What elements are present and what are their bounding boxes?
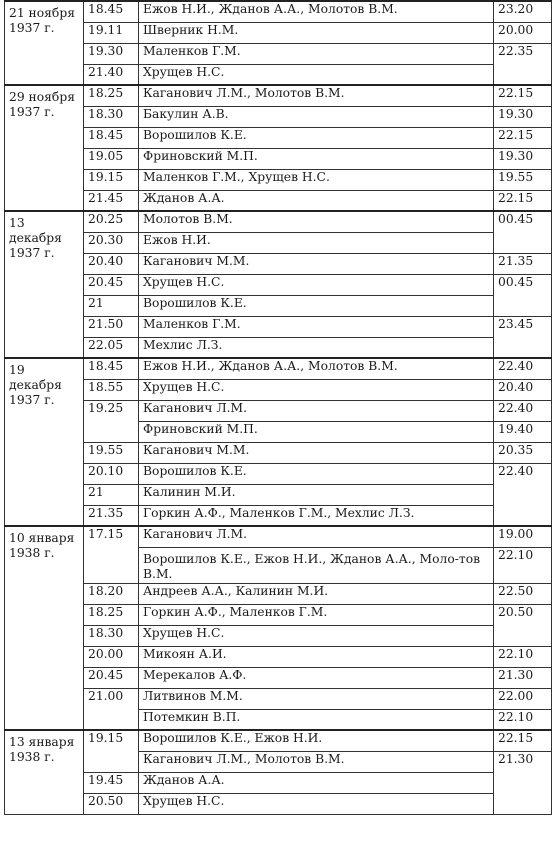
time-in-cell: 18.25	[84, 85, 139, 106]
visitor-names-cell: Ежов Н.И., Жданов А.А., Молотов В.М.	[139, 1, 494, 22]
date-cell	[5, 1, 84, 85]
table-row	[5, 232, 552, 253]
time-in-cell: 21.00	[84, 688, 139, 730]
table-row	[5, 64, 552, 85]
visitor-names-cell: Хрущев Н.С.	[139, 625, 494, 646]
table-row	[5, 106, 552, 127]
visitor-names-cell: Шверник Н.М.	[139, 22, 494, 43]
visitor-names-cell: Андреев А.А., Калинин М.И.	[139, 583, 494, 604]
table-row	[5, 793, 552, 814]
date-year: 1938 г.	[9, 546, 55, 560]
time-out-cell: 19.30	[494, 106, 552, 127]
visitor-names-cell: Хрущев Н.С.	[139, 793, 494, 814]
table-row	[5, 646, 552, 667]
table-row	[5, 1, 552, 22]
time-out-cell: 21.30	[494, 667, 552, 688]
time-out-cell: 19.00	[494, 526, 552, 547]
visitor-names-cell: Молотов В.М.	[139, 211, 494, 232]
table-row	[5, 43, 552, 64]
time-out-cell: 20.50	[494, 604, 552, 646]
visitor-names-cell: Каганович М.М.	[139, 442, 494, 463]
visitor-names-cell: Горкин А.Ф., Маленков Г.М.	[139, 604, 494, 625]
table-row	[5, 442, 552, 463]
visitor-names-cell: Каганович Л.М.	[139, 400, 494, 421]
table-row	[5, 604, 552, 625]
visitor-names-cell: Мерекалов А.Ф.	[139, 667, 494, 688]
time-in-cell: 20.25	[84, 211, 139, 232]
time-out-cell: 00.45	[494, 274, 552, 316]
time-out-cell: 21.35	[494, 253, 552, 274]
date-cell	[5, 85, 84, 211]
table-row	[5, 484, 552, 505]
visitor-names-cell: Ворошилов К.Е.	[139, 463, 494, 484]
time-in-cell: 20.30	[84, 232, 139, 253]
visitor-log-table	[4, 0, 552, 815]
table-row	[5, 127, 552, 148]
date-year: 1938 г.	[9, 750, 55, 764]
time-out-cell: 22.10	[494, 547, 552, 583]
time-in-cell: 20.45	[84, 667, 139, 688]
date-line: 13 декабря	[9, 216, 62, 245]
time-in-cell: 18.55	[84, 379, 139, 400]
time-out-cell: 22.50	[494, 583, 552, 604]
time-out-cell: 21.30	[494, 751, 552, 814]
date-line: 13 января	[9, 735, 75, 749]
time-in-cell: 19.15	[84, 169, 139, 190]
time-in-cell: 19.11	[84, 22, 139, 43]
visitor-names-cell: Каганович М.М.	[139, 253, 494, 274]
visitor-names-cell: Ворошилов К.Е.	[139, 295, 494, 316]
time-out-cell: 22.15	[494, 85, 552, 106]
time-in-cell: 19.45	[84, 772, 139, 793]
time-in-cell: 20.00	[84, 646, 139, 667]
visitor-names-cell: Хрущев Н.С.	[139, 64, 494, 85]
table-row	[5, 400, 552, 421]
table-row	[5, 463, 552, 484]
visitor-names-cell: Хрущев Н.С.	[139, 379, 494, 400]
time-in-cell: 18.45	[84, 1, 139, 22]
visitor-names-cell: Фриновский М.П.	[139, 148, 494, 169]
time-in-cell: 21	[84, 484, 139, 505]
time-out-cell: 19.55	[494, 169, 552, 190]
table-row	[5, 295, 552, 316]
visitor-names-cell: Микоян А.И.	[139, 646, 494, 667]
date-line: 21 ноября	[9, 6, 75, 20]
time-in-cell: 19.25	[84, 400, 139, 442]
time-in-cell: 20.50	[84, 793, 139, 814]
time-out-cell: 22.10	[494, 646, 552, 667]
time-in-cell: 19.30	[84, 43, 139, 64]
time-out-cell: 22.15	[494, 127, 552, 148]
date-cell	[5, 730, 84, 814]
visitor-names-cell: Маленков Г.М.	[139, 43, 494, 64]
time-in-cell: 19.15	[84, 730, 139, 772]
time-in-cell: 18.45	[84, 358, 139, 379]
visitor-names-cell: Каганович Л.М., Молотов В.М.	[139, 751, 494, 772]
table-row	[5, 253, 552, 274]
visitor-names-cell: Ворошилов К.Е.	[139, 127, 494, 148]
time-out-cell: 22.40	[494, 358, 552, 379]
time-in-cell: 19.55	[84, 442, 139, 463]
time-out-cell: 23.45	[494, 316, 552, 358]
visitor-names-cell: Маленков Г.М., Хрущев Н.С.	[139, 169, 494, 190]
table-row	[5, 22, 552, 43]
table-row	[5, 688, 552, 709]
date-year: 1937 г.	[9, 21, 55, 35]
time-out-cell: 19.30	[494, 148, 552, 169]
time-in-cell: 21.45	[84, 190, 139, 211]
table-row	[5, 358, 552, 379]
time-in-cell: 22.05	[84, 337, 139, 358]
table-row	[5, 505, 552, 526]
date-line: 19 декабря	[9, 363, 62, 392]
date-year: 1937 г.	[9, 393, 55, 407]
time-in-cell: 18.25	[84, 604, 139, 625]
time-in-cell: 19.05	[84, 148, 139, 169]
time-out-cell: 22.15	[494, 730, 552, 751]
date-line: 29 ноября	[9, 90, 75, 104]
visitor-names-cell: Ворошилов К.Е., Ежов Н.И., Жданов А.А., Моло-тов В.М.	[139, 547, 494, 583]
visitor-names-cell: Ежов Н.И.	[139, 232, 494, 253]
table-row	[5, 190, 552, 211]
table-row	[5, 274, 552, 295]
date-cell	[5, 211, 84, 358]
visitor-names-cell: Жданов А.А.	[139, 772, 494, 793]
time-out-cell: 22.10	[494, 709, 552, 730]
table-row	[5, 85, 552, 106]
time-out-cell: 22.40	[494, 463, 552, 526]
time-out-cell: 22.00	[494, 688, 552, 709]
visitor-names-cell: Калинин М.И.	[139, 484, 494, 505]
visitor-names-cell: Жданов А.А.	[139, 190, 494, 211]
table-row	[5, 211, 552, 232]
visitor-names-cell: Маленков Г.М.	[139, 316, 494, 337]
date-year: 1937 г.	[9, 246, 55, 260]
visitor-names-cell: Ежов Н.И., Жданов А.А., Молотов В.М.	[139, 358, 494, 379]
table-row	[5, 379, 552, 400]
time-out-cell: 19.40	[494, 421, 552, 442]
time-in-cell: 18.20	[84, 583, 139, 604]
time-in-cell: 20.10	[84, 463, 139, 484]
time-in-cell: 21.35	[84, 505, 139, 526]
visitor-names-cell: Горкин А.Ф., Маленков Г.М., Мехлис Л.З.	[139, 505, 494, 526]
date-year: 1937 г.	[9, 105, 55, 119]
table-row	[5, 625, 552, 646]
visitor-names-cell: Мехлис Л.З.	[139, 337, 494, 358]
visitor-names-cell: Литвинов М.М.	[139, 688, 494, 709]
time-out-cell: 22.40	[494, 400, 552, 421]
time-out-cell: 23.20	[494, 1, 552, 22]
visitor-names-cell: Фриновский М.П.	[139, 421, 494, 442]
visitor-names-cell: Ворошилов К.Е., Ежов Н.И.	[139, 730, 494, 751]
date-line: 10 января	[9, 531, 75, 545]
time-in-cell: 17.15	[84, 526, 139, 583]
table-row	[5, 169, 552, 190]
time-out-cell: 22.15	[494, 190, 552, 211]
time-out-cell: 20.40	[494, 379, 552, 400]
table-row	[5, 316, 552, 337]
visitor-names-cell: Потемкин В.П.	[139, 709, 494, 730]
table-row	[5, 772, 552, 793]
table-row	[5, 730, 552, 751]
visitor-names-cell: Бакулин А.В.	[139, 106, 494, 127]
time-in-cell: 18.30	[84, 625, 139, 646]
table-row	[5, 667, 552, 688]
visitor-names-cell: Каганович Л.М., Молотов В.М.	[139, 85, 494, 106]
time-out-cell: 20.00	[494, 22, 552, 43]
table-row	[5, 583, 552, 604]
table-row	[5, 148, 552, 169]
time-in-cell: 18.45	[84, 127, 139, 148]
time-in-cell: 21.50	[84, 316, 139, 337]
visitor-names-cell: Хрущев Н.С.	[139, 274, 494, 295]
time-out-cell: 00.45	[494, 211, 552, 253]
table-row	[5, 337, 552, 358]
time-in-cell: 20.40	[84, 253, 139, 274]
time-in-cell: 21	[84, 295, 139, 316]
time-out-cell: 22.35	[494, 43, 552, 85]
time-out-cell: 20.35	[494, 442, 552, 463]
date-cell	[5, 358, 84, 526]
table-row	[5, 526, 552, 547]
time-in-cell: 21.40	[84, 64, 139, 85]
date-cell	[5, 526, 84, 730]
time-in-cell: 18.30	[84, 106, 139, 127]
time-in-cell: 20.45	[84, 274, 139, 295]
visitor-names-cell: Каганович Л.М.	[139, 526, 494, 547]
